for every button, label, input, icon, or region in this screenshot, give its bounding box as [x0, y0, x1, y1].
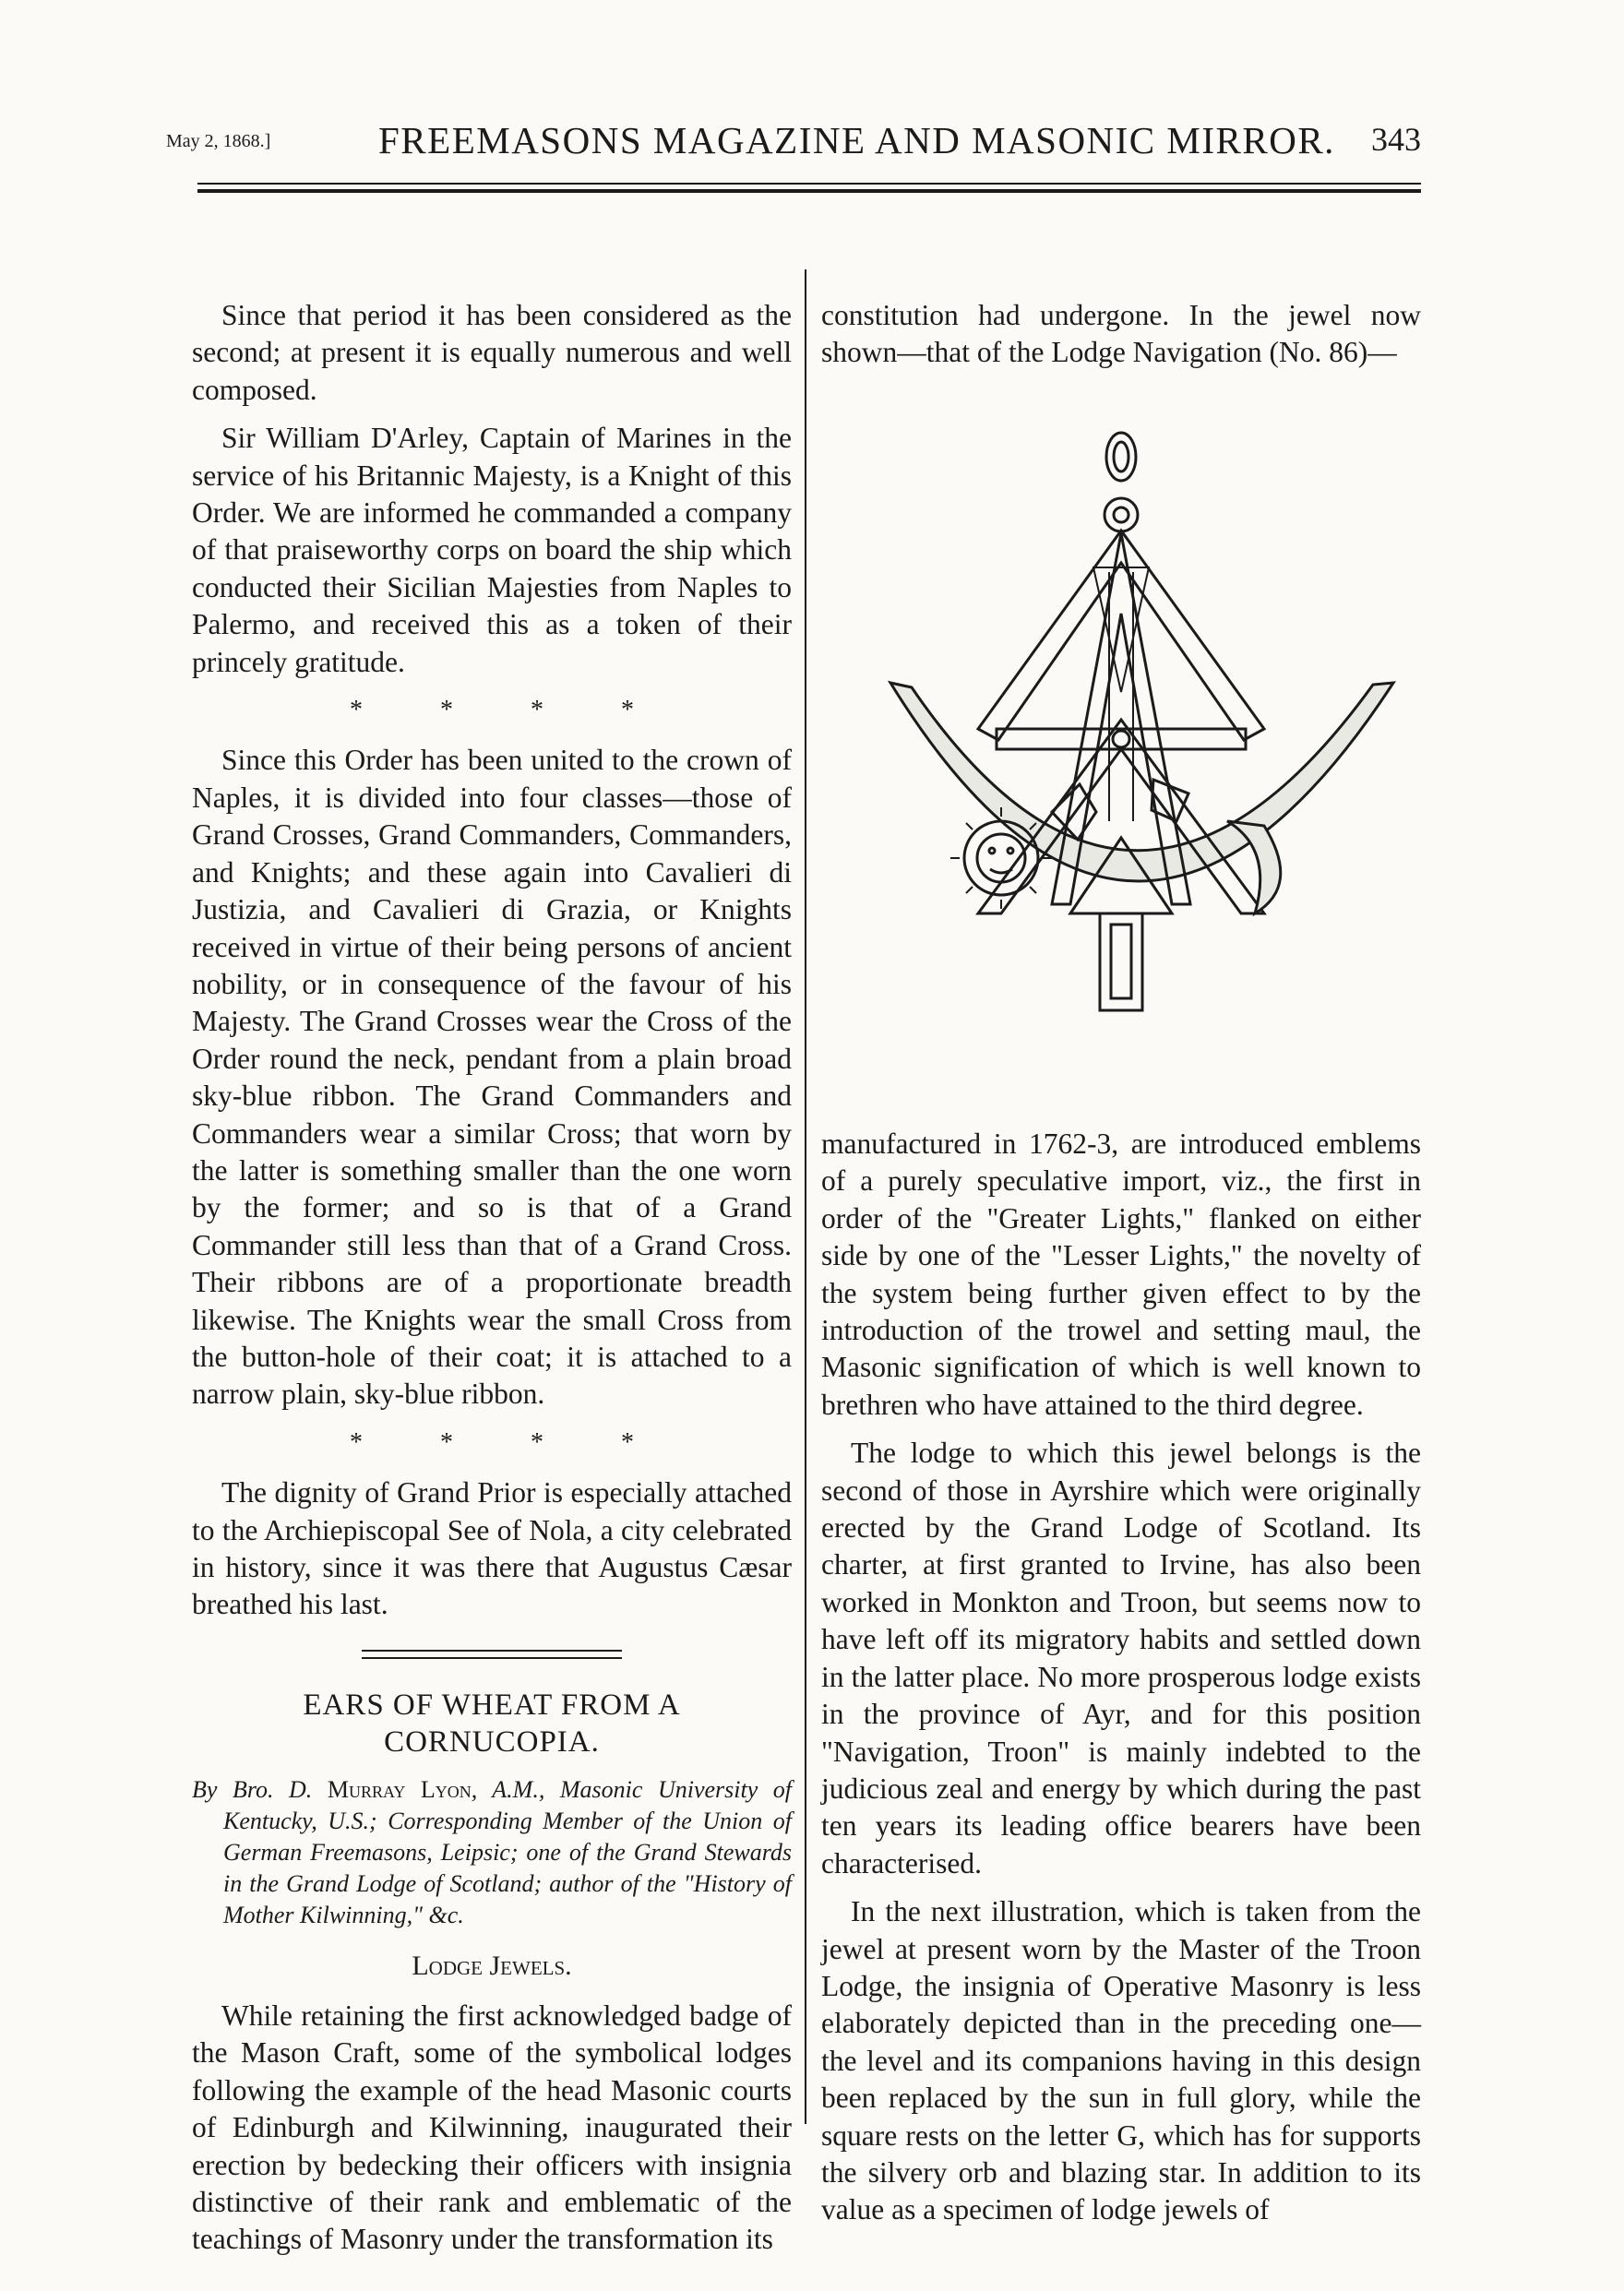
paragraph: In the next illustration, which is taken from the jewel at present worn by the Master of the Troon Lodge, the insignia of Operative Masonry is less elaborately depicted than in the preceding one—the level and its companions having in this design been replaced by the sun in full glory, while the square rests on the letter G, which has for supports the silvery orb and blazing star. In addition to its value as a specimen of lodge jewels of [821, 1895, 1421, 2226]
star: * [531, 1427, 543, 1457]
star: * [531, 696, 543, 725]
paragraph: constitution had undergone. In the jewel now shown—that of the Lodge Navigation (No. 86)— [821, 299, 1421, 369]
magazine-title: FREEMASONS MAGAZINE AND MASONIC MIRROR. [378, 119, 1335, 161]
right-column-top [821, 297, 1421, 372]
article-byline [192, 1774, 792, 1931]
paragraph: The lodge to which this jewel belongs is the second of those in Ayrshire which were originally erected by the Grand Lodge of Scotland. Its charter, at first granted to Irvine, has also been worked in Monkton and Troon, but seems now to have left off its migratory habits and settled down in the latter place. No more prosperous lodge exists in the province of Ayr, and for this position "Navigation, Troon" is mainly indebted to the judicious zeal and energy by which during the past ten years its leading office bearers have been characterised. [821, 1437, 1421, 1879]
column-separator [805, 269, 806, 2124]
section-divider [362, 1650, 622, 1659]
star: * [440, 1427, 453, 1457]
header-rule-thin [197, 183, 1421, 185]
issue-date: May 2, 1868.] [166, 131, 271, 151]
section-break-stars [192, 1425, 792, 1462]
lodge-jewel-illustration [840, 415, 1430, 1107]
star: * [350, 696, 363, 725]
byline-credentials: , A.M., Masonic University of Kentucky, U.S.; Corresponding Member of the Union of German Freemasons, Leipsic; one of the Grand Stewards in the Grand Lodge of Scotland; author of the "History of Mother Kilwinning," &c. [223, 1775, 793, 1928]
page-number: 343 [1371, 121, 1421, 158]
section-break-stars [192, 692, 792, 729]
paragraph: The dignity of Grand Prior is especially attached to the Archiepiscopal See of Nola, a city celebrated in history, since it was there that Augustus Cæsar breathed his last. [192, 1476, 792, 1621]
right-column-bottom [821, 1126, 1421, 2229]
left-column [192, 297, 792, 2259]
paragraph: Since that period it has been considered as the second; at present it is equally numerous and well composed. [192, 299, 792, 406]
byline-author: Murray Lyon [327, 1775, 472, 1803]
running-header [166, 114, 1421, 170]
paragraph: Since this Order has been united to the crown of Naples, it is divided into four classes—those of Grand Crosses, Grand Commanders, Commanders, and Knights; and these again into Cavalieri di Justizia, and Cavalieri di Grazia, or Knights received in virtue of their being persons of ancient nobility, or in consequence of the favour of his Majesty. The Grand Crosses wear the Cross of the Order round the neck, pendant from a plain broad sky-blue ribbon. The Grand Commanders and Commanders wear a similar Cross; that worn by the latter is something smaller than the one worn by the former; and so is that of a Grand Commander still less than that of a Grand Cross. Their ribbons are of a proportionate breadth likewise. The Knights wear the small Cross from the button-hole of their coat; it is attached to a narrow plain, sky-blue ribbon. [192, 744, 792, 1411]
star: * [621, 696, 634, 725]
paragraph: manufactured in 1762-3, are introduced emblems of a purely speculative import, viz., the first in order of the "Greater Lights," flanked on either side by one of the "Lesser Lights," the novelty of the system being further given effect to by the introduction of the trowel and setting maul, the Masonic signification of which is well known to brethren who have attained to the third degree. [821, 1128, 1421, 1421]
star: * [440, 696, 453, 725]
header-rule-thick [197, 189, 1421, 193]
article-heading: EARS OF WHEAT FROM A CORNUCOPIA. [303, 1688, 681, 1760]
article-subheading: Lodge Jewels. [412, 1950, 572, 1981]
paragraph: Sir William D'Arley, Captain of Marines in the service of his Britannic Majesty, is a Knight of this Order. We are informed he commanded a company of that praiseworthy corps on board the ship which conducted their Sicilian Majesties from Naples to Palermo, and received this as a token of their princely gratitude. [192, 422, 792, 678]
paragraph: While retaining the first acknowledged badge of the Mason Craft, some of the symbolical lodges following the example of the head Masonic courts of Edinburgh and Kilwinning, inaugurated their erection by bedecking their officers with insignia distinctive of their rank and emblematic of the teachings of Masonry under the transformation its [192, 1999, 792, 2256]
byline-prefix: By Bro. D. [192, 1775, 328, 1803]
star: * [350, 1427, 363, 1457]
star: * [621, 1427, 634, 1457]
